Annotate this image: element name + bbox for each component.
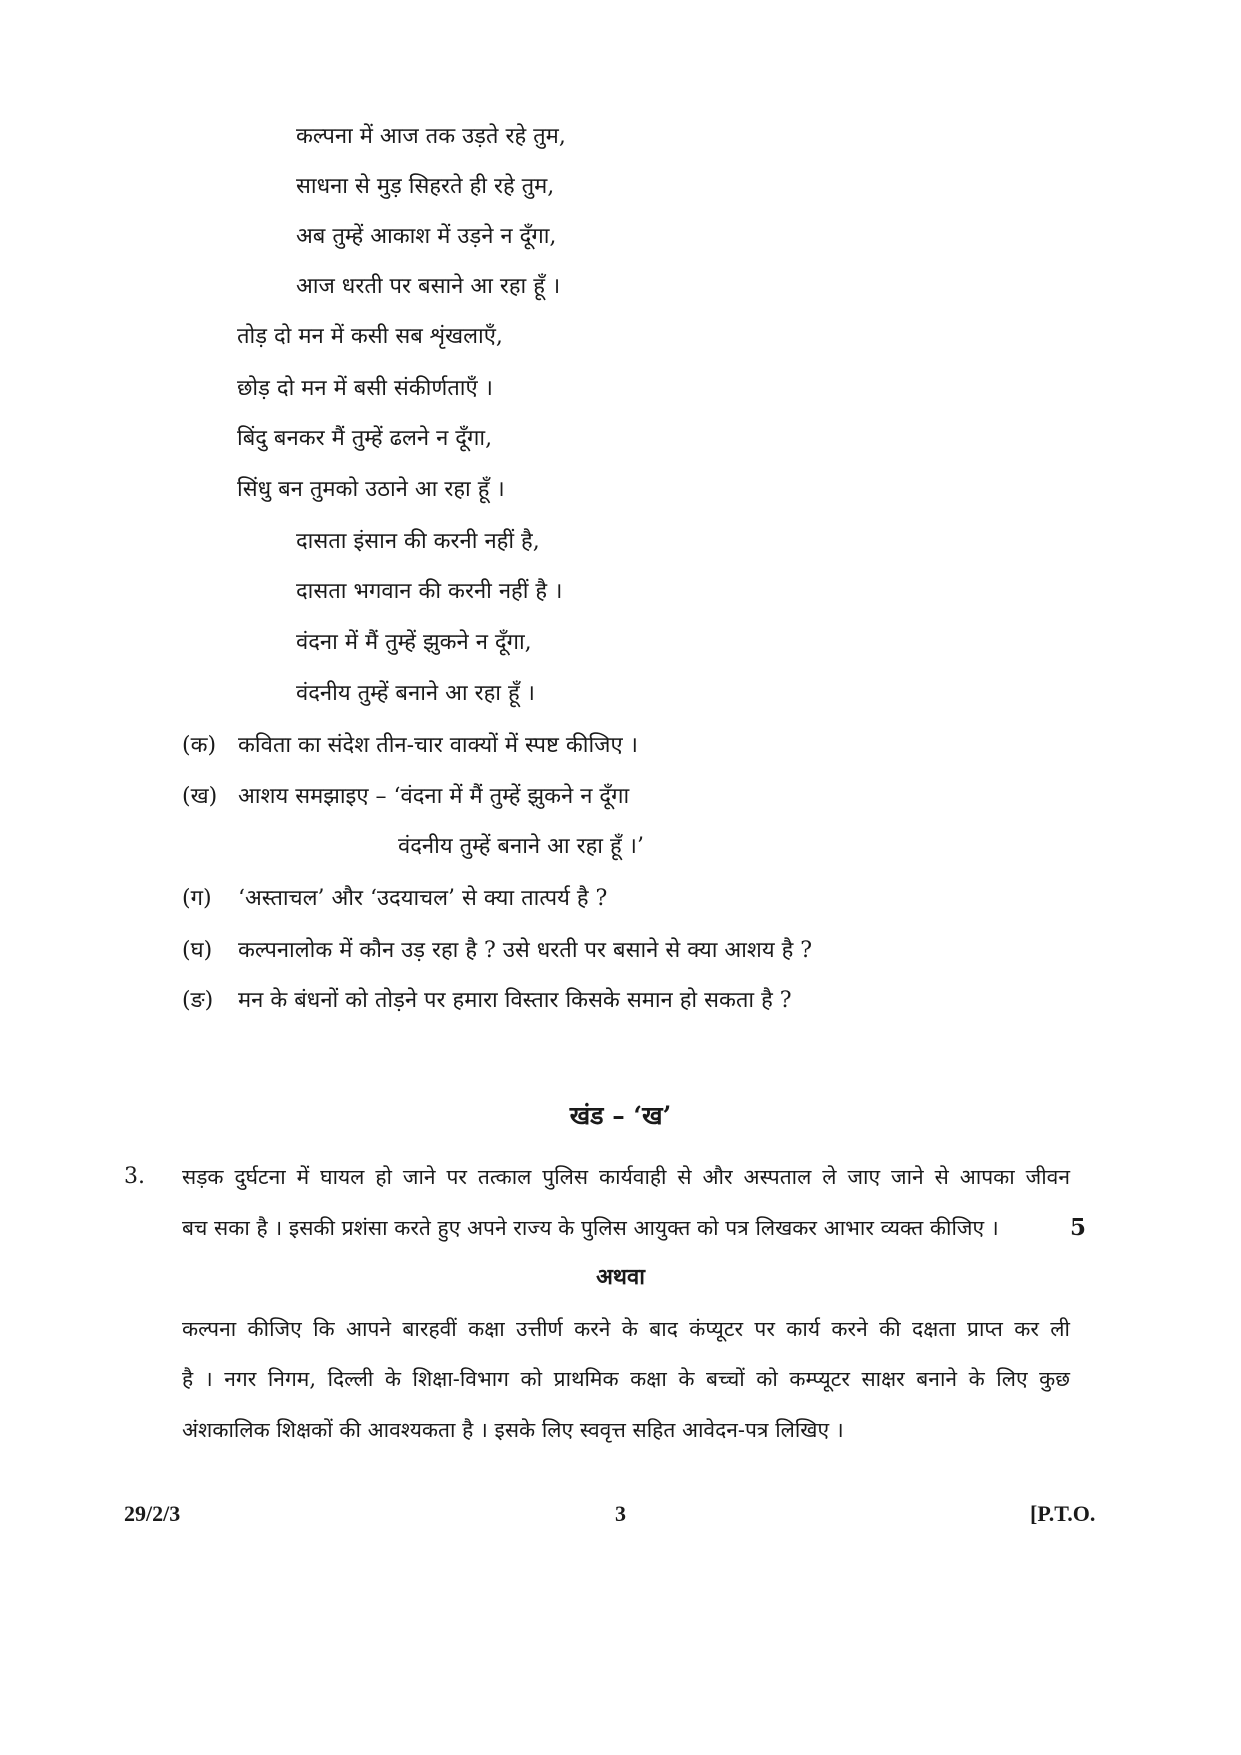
alternative-question-text: कल्पना कीजिए कि आपने बारहवीं कक्षा उत्तीर्ण करने के बाद कंप्यूटर पर कार्य करने की दक्षता प्राप्त कर ली <box>182 1317 1070 1341</box>
poem-line: छोड़ दो मन में बसी संकीर्णताएँ । <box>237 376 493 401</box>
question-text: आशय समझाइए – ‘वंदना में मैं तुम्हें झुकने न दूँगा <box>238 784 630 809</box>
poem-line: वंदना में मैं तुम्हें झुकने न दूँगा, <box>296 630 532 655</box>
poem-line: अब तुम्हें आकाश में उड़ने न दूँगा, <box>296 224 557 249</box>
alternative-question-text: है । नगर निगम, दिल्ली के शिक्षा-विभाग को प्राथमिक कक्षा के बच्चों को कम्प्यूटर साक्षर बनाने के लिए कुछ <box>182 1367 1070 1391</box>
marks: 5 <box>1070 1214 1087 1241</box>
question-text: सड़क दुर्घटना में घायल हो जाने पर तत्काल पुलिस कार्यवाही से और अस्पताल ले जाए जाने से आपका जीवन <box>182 1165 1070 1189</box>
question-label: (घ) <box>182 938 213 963</box>
pto-label: [P.T.O. <box>1030 1501 1096 1526</box>
question-text: कल्पनालोक में कौन उड़ रहा है ? उसे धरती पर बसाने से क्या आशय है ? <box>238 938 813 963</box>
or-label: अथवा <box>596 1264 645 1290</box>
poem-line: सिंधु बन तुमको उठाने आ रहा हूँ । <box>237 477 505 502</box>
question-text: मन के बंधनों को तोड़ने पर हमारा विस्तार किसके समान हो सकता है ? <box>238 988 792 1013</box>
poem-line: आज धरती पर बसाने आ रहा हूँ । <box>296 274 561 299</box>
question-text: ‘अस्ताचल’ और ‘उदयाचल’ से क्या तात्पर्य है ? <box>238 886 608 911</box>
question-text-continued: वंदनीय तुम्हें बनाने आ रहा हूँ ।’ <box>398 834 644 859</box>
page-number: 3 <box>615 1501 626 1526</box>
question-label: (ङ) <box>182 988 214 1013</box>
paper-code: 29/2/3 <box>124 1501 181 1526</box>
poem-line: बिंदु बनकर मैं तुम्हें ढलने न दूँगा, <box>237 426 493 451</box>
alternative-question-text: अंशकालिक शिक्षकों की आवश्यकता है । इसके लिए स्ववृत्त सहित आवेदन-पत्र लिखिए । <box>182 1418 844 1442</box>
question-label: (ख) <box>182 784 218 809</box>
question-number: 3. <box>124 1164 145 1189</box>
poem-line: वंदनीय तुम्हें बनाने आ रहा हूँ । <box>296 681 535 706</box>
question-label: (ग) <box>182 886 212 911</box>
question-text: बच सका है । इसकी प्रशंसा करते हुए अपने राज्य के पुलिस आयुक्त को पत्र लिखकर आभार व्यक्त कीजिए । <box>182 1216 999 1240</box>
poem-line: दासता इंसान की करनी नहीं है, <box>296 529 540 554</box>
poem-line: साधना से मुड़ सिहरते ही रहे तुम, <box>296 174 555 199</box>
question-label: (क) <box>182 733 217 758</box>
question-text: कविता का संदेश तीन-चार वाक्यों में स्पष्ट कीजिए । <box>238 733 639 758</box>
section-heading: खंड – ‘ख’ <box>569 1101 672 1130</box>
poem-line: तोड़ दो मन में कसी सब शृंखलाएँ, <box>237 324 503 349</box>
poem-line: कल्पना में आज तक उड़ते रहे तुम, <box>296 124 566 149</box>
poem-line: दासता भगवान की करनी नहीं है । <box>296 579 563 604</box>
